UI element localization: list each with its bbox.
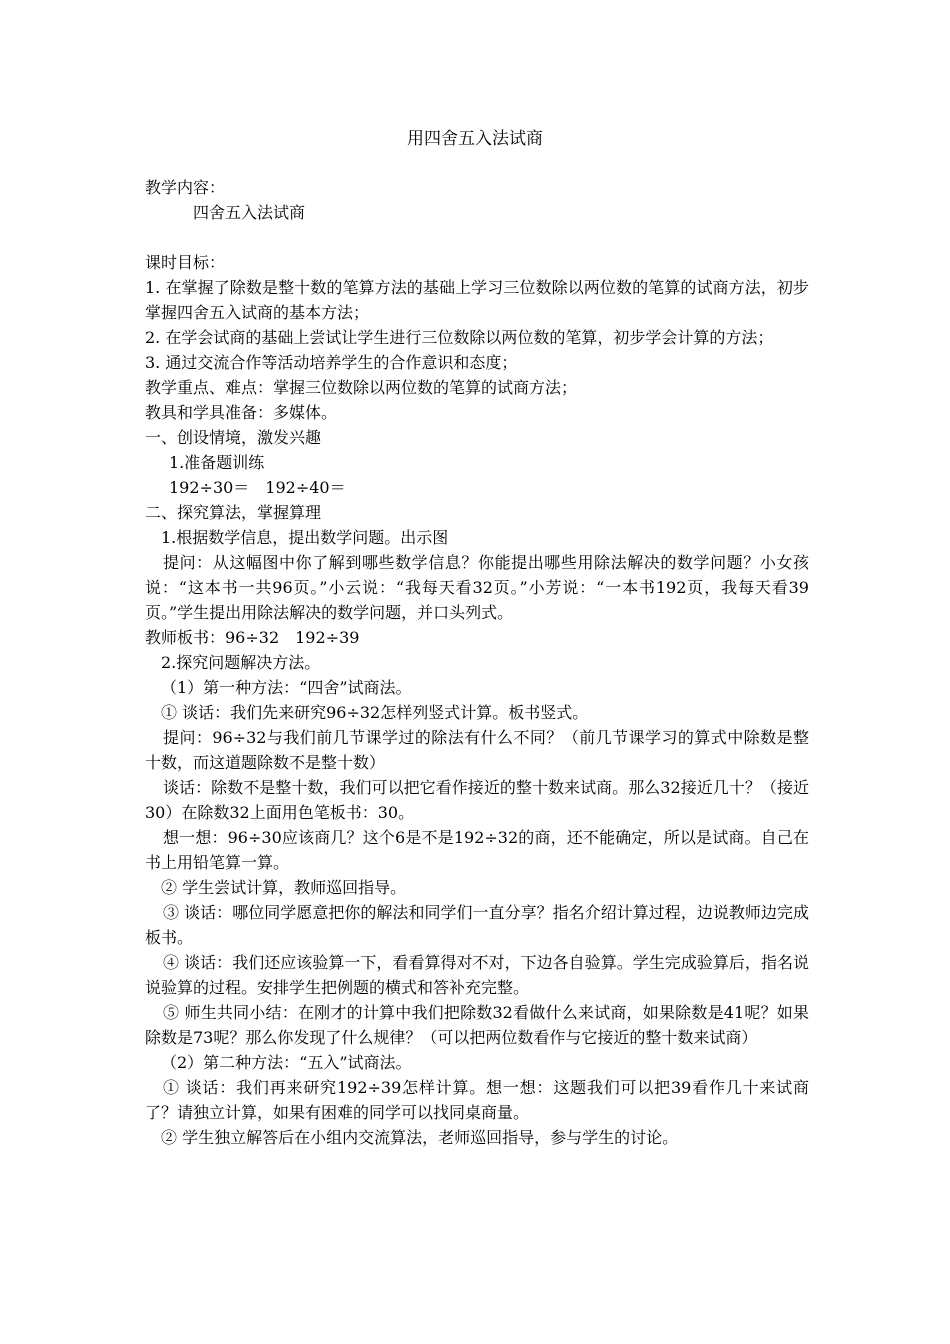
method-1-step-1: ① 谈话：我们先来研究96÷32怎样列竖式计算。板书竖式。 [161,703,589,722]
method-1-step-3: ③ 谈话：哪位同学愿意把你的解法和同学们一直分享？指名介绍计算过程，边说教师边完成板书。 [145,903,809,947]
goal-2: 2. 在学会试商的基础上尝试让学生进行三位数除以两位数的笔算，初步学会计算的方法； [145,328,774,347]
method-2-step-2: ② 学生独立解答后在小组内交流算法，老师巡回指导，参与学生的讨论。 [161,1128,679,1147]
method-1-talk: 谈话：除数不是整十数，我们可以把它看作接近的整十数来试商。那么32接近几十？（接近30）在除数32上面用色笔板书：30。 [145,778,809,822]
section-2-item-2: 2.探究问题解决方法。 [161,653,321,672]
goals-label: 课时目标： [145,253,226,272]
spacer [145,225,809,250]
section-2-question: 提问：从这幅图中你了解到哪些数学信息？你能提出哪些用除法解决的数学问题？小女孩说：“这本书一共96页。”小云说：“我每天看32页。”小芳说：“一本书192页，我每天看39页。”学生提出用除法解决的数学问题，并口头列式。 [145,553,809,622]
key-points: 教学重点、难点：掌握三位数除以两位数的笔算的试商方法； [145,378,578,397]
method-2-heading: （2）第二种方法：“五入”试商法。 [161,1053,412,1072]
goal-3: 3. 通过交流合作等活动培养学生的合作意识和态度； [145,353,518,372]
method-1-step-2: ② 学生尝试计算，教师巡回指导。 [161,878,407,897]
section-1-exercise: 192÷30＝ 192÷40＝ [169,478,346,497]
method-1-think: 想一想：96÷30应该商几？这个6是不是192÷32的商，还不能确定，所以是试商。自己在书上用铅笔算一算。 [145,828,809,872]
content-text: 四舍五入法试商 [193,203,306,222]
method-1-heading: （1）第一种方法：“四舍”试商法。 [161,678,412,697]
content-label: 教学内容： [145,178,226,197]
method-2-step-1: ① 谈话：我们再来研究192÷39怎样计算。想一想：这题我们可以把39看作几十来试商了？请独立计算，如果有困难的同学可以找同桌商量。 [145,1078,809,1122]
method-1-step-4: ④ 谈话：我们还应该验算一下，看看算得对不对，下边各自验算。学生完成验算后，指名说说验算的过程。安排学生把例题的横式和答补充完整。 [145,953,809,997]
section-1-heading: 一、创设情境，激发兴趣 [145,428,322,447]
method-1-step-5: ⑤ 师生共同小结：在刚才的计算中我们把除数32看做什么来试商，如果除数是41呢？如果除数是73呢？那么你发现了什么规律？（可以把两位数看作与它接近的整十数来试商） [145,1003,809,1047]
blackboard-note: 教师板书：96÷32 192÷39 [145,628,360,647]
section-2-heading: 二、探究算法，掌握算理 [145,503,322,522]
document-title: 用四舍五入法试商 [407,129,543,149]
teaching-tools: 教具和学具准备：多媒体。 [145,403,338,422]
goal-1: 1. 在掌握了除数是整十数的笔算方法的基础上学习三位数除以两位数的笔算的试商方法，初步掌握四舍五入试商的基本方法； [145,278,809,322]
section-1-item: 1.准备题训练 [169,453,265,472]
document-body [145,175,809,1150]
section-2-item-1: 1.根据数学信息，提出数学问题。出示图 [161,528,449,547]
method-1-question: 提问：96÷32与我们前几节课学过的除法有什么不同？（前几节课学习的算式中除数是整十数，而这道题除数不是整十数） [145,728,809,772]
